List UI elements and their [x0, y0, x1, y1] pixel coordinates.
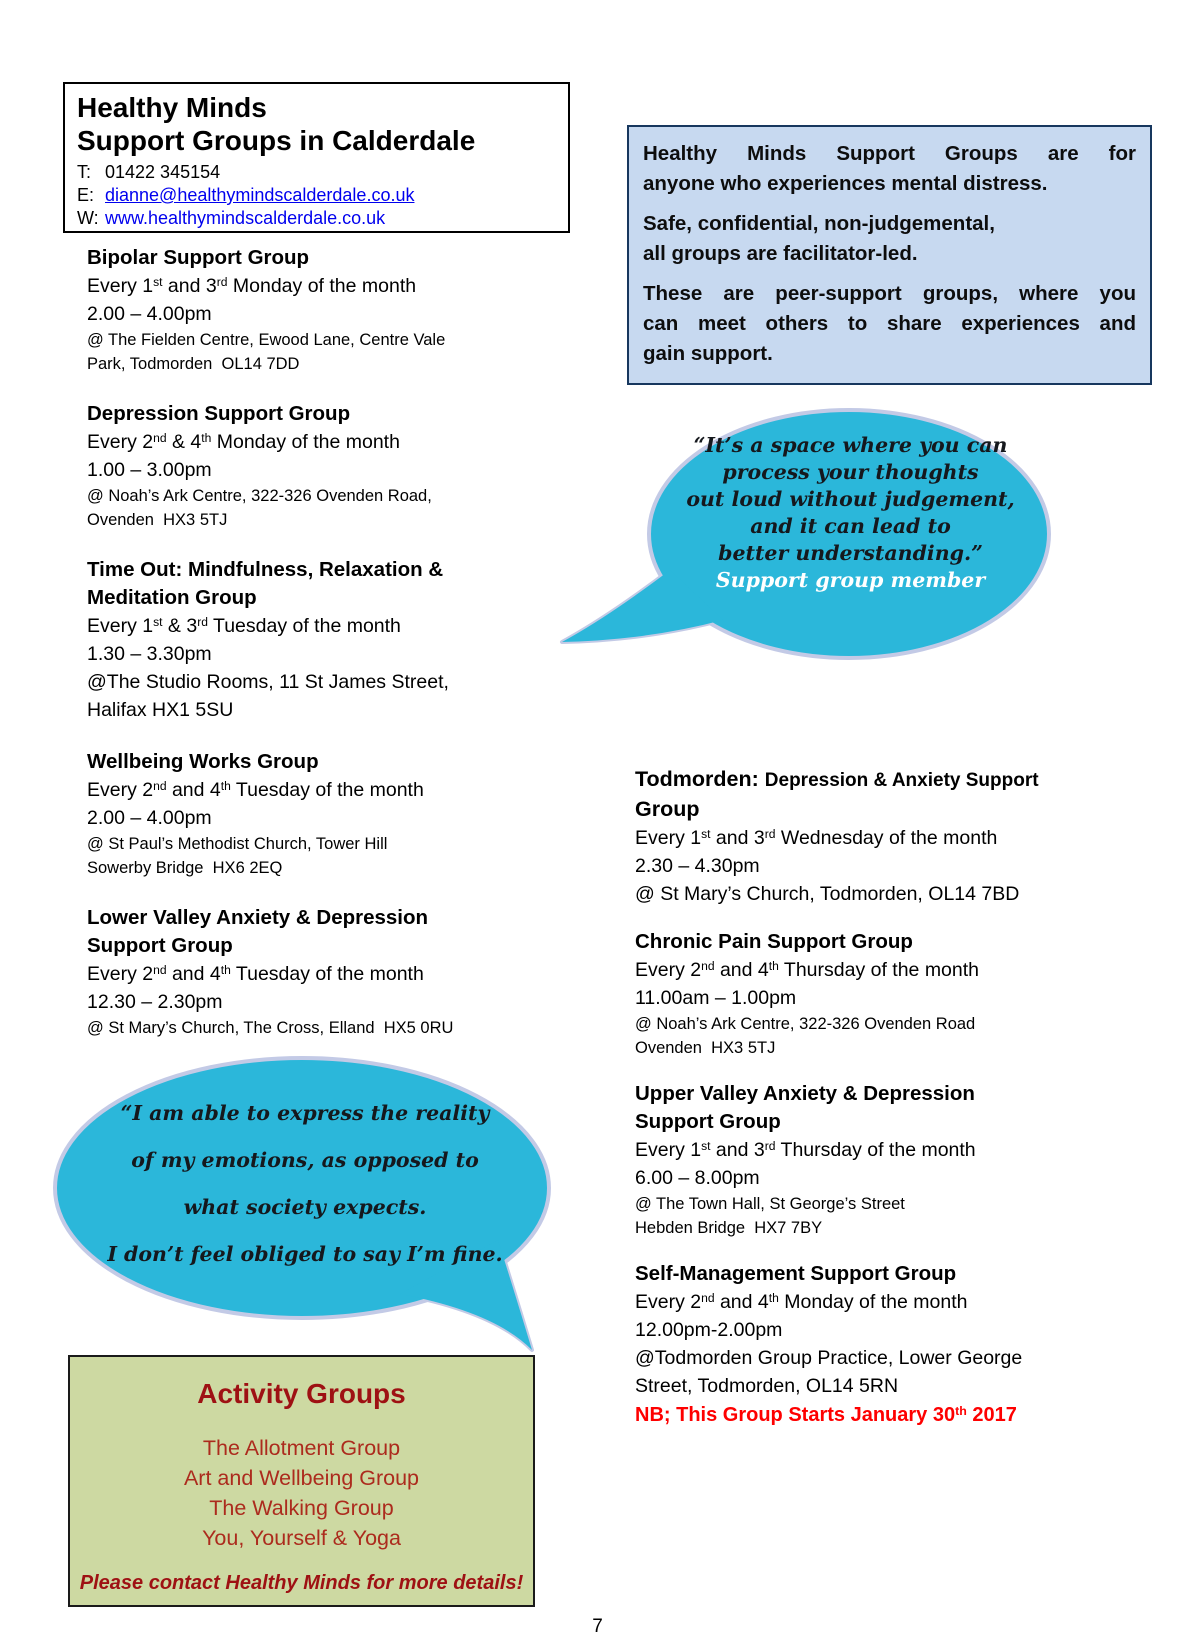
group-schedule: Every 2nd and 4th Tuesday of the month: [87, 778, 424, 801]
quote-line: process your thoughts: [722, 460, 979, 484]
support-group: [635, 765, 1156, 908]
page-number: 7: [592, 1616, 603, 1637]
intro-line: Safe, confidential, non-judgemental,: [643, 212, 995, 235]
group-title-segment: Lower Valley Anxiety & Depression: [87, 906, 429, 929]
group-title-line: [635, 928, 1156, 956]
group-title-segment: Support Group: [87, 934, 233, 957]
quote-right-lines: [648, 432, 1053, 567]
group-address-line: Park, Todmorden OL14 7DD: [87, 355, 300, 373]
quote-attribution: Support group member: [715, 568, 986, 592]
group-address-line: @ The Town Hall, St George’s Street: [635, 1195, 905, 1213]
group-schedule: Every 1st and 3rd Wednesday of the month: [635, 826, 998, 849]
activity-groups-title: Activity Groups: [197, 1378, 406, 1409]
group-address-line: Sowerby Bridge HX6 2EQ: [87, 859, 283, 877]
quote-line: out loud without judgement,: [686, 487, 1015, 511]
intro-line: can meet others to share experiences and: [643, 312, 1136, 335]
group-address-line: Hebden Bridge HX7 7BY: [635, 1219, 823, 1237]
group-address-line: Ovenden HX3 5TJ: [87, 511, 228, 529]
group-title-segment: Support Group: [635, 1110, 781, 1133]
quote-line: “I am able to express the reality: [120, 1101, 490, 1125]
support-groups-column-left: [87, 244, 569, 1064]
quote-line: better understanding.”: [718, 541, 983, 565]
website-row: [77, 207, 556, 230]
email-label: E:: [77, 185, 95, 205]
group-title-segment: Wellbeing Works Group: [87, 750, 319, 773]
activity-group-item: Art and Wellbeing Group: [183, 1466, 420, 1490]
support-group: [87, 748, 569, 880]
website-link[interactable]: www.healthymindscalderdale.co.uk: [105, 208, 386, 228]
group-time: 12.00pm-2.00pm: [635, 1319, 783, 1341]
group-schedule: Every 2nd and 4th Tuesday of the month: [87, 962, 424, 985]
activity-groups-box: [68, 1355, 535, 1607]
group-title-segment: Upper Valley Anxiety & Depression: [635, 1082, 975, 1105]
group-address-line: @ The Fielden Centre, Ewood Lane, Centre Vale: [87, 331, 446, 349]
group-title: [635, 1260, 1156, 1288]
group-address-line: Halifax HX1 5SU: [87, 699, 234, 721]
group-title-line: [635, 1080, 1156, 1108]
support-groups-column-right: [635, 765, 1156, 1450]
activity-group-item: The Walking Group: [209, 1496, 394, 1520]
group-time: 12.30 – 2.30pm: [87, 991, 223, 1013]
group-time: 1.30 – 3.30pm: [87, 643, 212, 665]
quote-line: of my emotions, as opposed to: [131, 1148, 479, 1172]
support-group: [87, 400, 569, 532]
phone-label: T:: [77, 162, 92, 182]
group-title: [87, 556, 569, 612]
group-address-line: @The Studio Rooms, 11 St James Street,: [87, 671, 449, 693]
header-box: [63, 82, 570, 233]
intro-paragraph-3: [643, 279, 1136, 369]
group-title-line: [635, 765, 1156, 795]
group-schedule: Every 2nd & 4th Monday of the month: [87, 430, 400, 453]
group-title-segment: Time Out: Mindfulness, Relaxation &: [87, 558, 444, 581]
group-title-line: [87, 904, 569, 932]
group-title: [87, 400, 569, 428]
group-time: 11.00am – 1.00pm: [635, 987, 797, 1009]
group-title-segment: Depression & Anxiety Support: [764, 770, 1039, 791]
intro-paragraph-2: [643, 209, 1136, 269]
group-title-segment: Depression Support Group: [87, 402, 351, 425]
group-title-line: [635, 1260, 1156, 1288]
group-title-line: [87, 748, 569, 776]
intro-line: gain support.: [643, 342, 773, 365]
group-time: 6.00 – 8.00pm: [635, 1167, 760, 1189]
group-title: [87, 748, 569, 776]
group-schedule: Every 2nd and 4th Thursday of the month: [635, 958, 980, 981]
group-address-line: Street, Todmorden, OL14 5RN: [635, 1375, 899, 1397]
intro-line: These are peer-support groups, where you: [643, 282, 1136, 305]
group-title: [635, 1080, 1156, 1136]
support-group: [87, 556, 569, 724]
intro-line: anyone who experiences mental distress.: [643, 172, 1048, 195]
group-start-note: NB; This Group Starts January 30th 2017: [635, 1403, 1017, 1426]
page-title-line2: Support Groups in Calderdale: [77, 125, 476, 156]
quote-line: what society expects.: [183, 1195, 427, 1219]
email-row: [77, 184, 556, 207]
group-address-line: @ Noah’s Ark Centre, 322-326 Ovenden Road,: [87, 487, 432, 505]
group-title-segment: Self-Management Support Group: [635, 1262, 957, 1285]
quote-left-text: [100, 1090, 510, 1278]
group-title-line: [87, 932, 569, 960]
group-time: 2.00 – 4.00pm: [87, 303, 212, 325]
group-title-segment: Todmorden:: [635, 767, 765, 791]
support-group: [87, 244, 569, 376]
intro-line: all groups are facilitator-led.: [643, 242, 918, 265]
intro-box: [627, 125, 1152, 385]
group-address-line: Ovenden HX3 5TJ: [635, 1039, 776, 1057]
activity-group-item: The Allotment Group: [202, 1436, 401, 1460]
quote-line: and it can lead to: [750, 514, 951, 538]
group-title-line: [87, 400, 569, 428]
group-title-line: [635, 1108, 1156, 1136]
intro-paragraph-1: [643, 139, 1136, 199]
support-group: [635, 928, 1156, 1060]
group-time: 1.00 – 3.00pm: [87, 459, 212, 481]
website-label: W:: [77, 208, 99, 228]
group-title-segment: Chronic Pain Support Group: [635, 930, 913, 953]
group-schedule: Every 1st and 3rd Thursday of the month: [635, 1138, 976, 1161]
activity-groups-list: [70, 1433, 533, 1553]
group-title-line: [87, 584, 569, 612]
group-title: [87, 244, 569, 272]
quote-line: I don’t feel obliged to say I’m fine.: [107, 1242, 503, 1266]
group-title-segment: Meditation Group: [87, 586, 257, 609]
phone-number: 01422 345154: [105, 162, 221, 182]
quote-line: “It’s a space where you can: [693, 433, 1008, 457]
group-title: [635, 928, 1156, 956]
group-schedule: Every 1st & 3rd Tuesday of the month: [87, 614, 401, 637]
support-group: [635, 1080, 1156, 1240]
group-title-segment: Bipolar Support Group: [87, 246, 310, 269]
group-address-line: @ Noah’s Ark Centre, 322-326 Ovenden Road: [635, 1015, 976, 1033]
contact-block: [77, 161, 556, 230]
phone-row: [77, 161, 556, 184]
group-title-line: [87, 556, 569, 584]
email-link[interactable]: dianne@healthymindscalderdale.co.uk: [105, 185, 415, 205]
group-schedule: Every 2nd and 4th Monday of the month: [635, 1290, 968, 1313]
group-schedule: Every 1st and 3rd Monday of the month: [87, 274, 417, 297]
page-title-line1: Healthy Minds: [77, 92, 267, 123]
group-title: [635, 765, 1156, 824]
group-title: [87, 904, 569, 960]
support-group: [635, 1260, 1156, 1430]
group-address-line: @ St Paul’s Methodist Church, Tower Hill: [87, 835, 388, 853]
group-title-line: [635, 795, 1156, 824]
group-address-line: @ St Mary’s Church, Todmorden, OL14 7BD: [635, 883, 1020, 905]
support-group: [87, 904, 569, 1040]
intro-line: Healthy Minds Support Groups are for: [643, 142, 1136, 165]
group-address-line: @Todmorden Group Practice, Lower George: [635, 1347, 1023, 1369]
group-address-line: @ St Mary’s Church, The Cross, Elland HX5 0RU: [87, 1019, 454, 1037]
quote-right-text: [648, 432, 1053, 594]
group-title-line: [87, 244, 569, 272]
group-time: 2.30 – 4.30pm: [635, 855, 760, 877]
group-time: 2.00 – 4.00pm: [87, 807, 212, 829]
activity-group-item: You, Yourself & Yoga: [202, 1526, 401, 1550]
activity-groups-footer: Please contact Healthy Minds for more details!: [79, 1572, 524, 1594]
group-title-segment: Group: [635, 797, 700, 821]
